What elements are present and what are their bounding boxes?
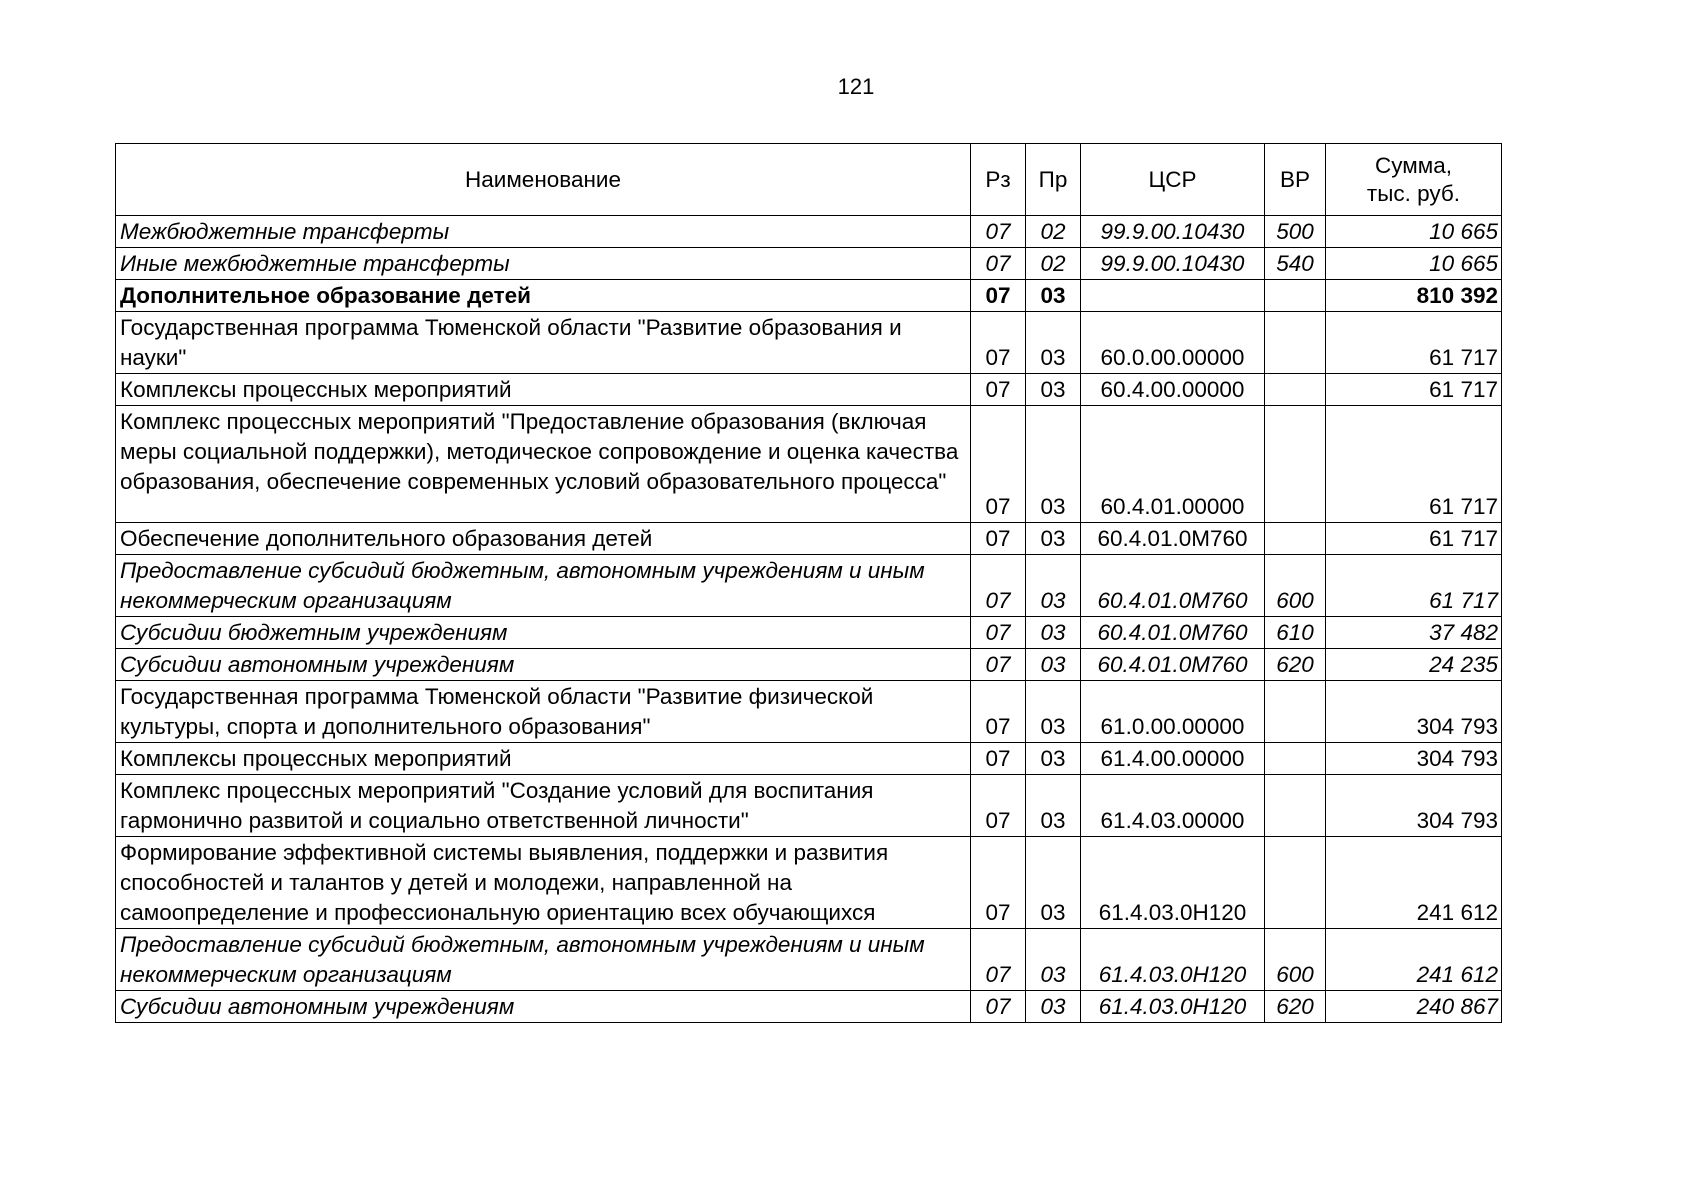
row-pr-cell: 03 (1026, 617, 1081, 649)
row-sum-cell: 61 717 (1326, 523, 1502, 555)
table-row (116, 743, 1502, 775)
table-row (116, 837, 1502, 929)
row-vr-cell (1265, 775, 1326, 837)
row-pr-cell: 03 (1026, 280, 1081, 312)
table-row (116, 991, 1502, 1023)
row-vr-cell (1265, 837, 1326, 929)
row-vr-cell (1265, 280, 1326, 312)
row-rz-cell: 07 (971, 991, 1026, 1023)
row-vr-cell (1265, 406, 1326, 523)
row-csr-cell: 61.4.03.00000 (1081, 775, 1265, 837)
budget-table (115, 143, 1502, 1023)
row-sum-cell: 810 392 (1326, 280, 1502, 312)
row-sum-cell: 61 717 (1326, 374, 1502, 406)
row-csr-cell: 61.0.00.00000 (1081, 681, 1265, 743)
page-number: 121 (837, 74, 875, 99)
row-pr-cell: 03 (1026, 374, 1081, 406)
table-row (116, 775, 1502, 837)
row-pr-cell: 03 (1026, 312, 1081, 374)
row-vr-cell: 540 (1265, 248, 1326, 280)
row-vr-cell: 620 (1265, 991, 1326, 1023)
row-sum-cell: 61 717 (1326, 312, 1502, 374)
row-sum-cell: 304 793 (1326, 681, 1502, 743)
row-vr-cell (1265, 312, 1326, 374)
table-row (116, 248, 1502, 280)
row-rz-cell: 07 (971, 523, 1026, 555)
row-rz-cell: 07 (971, 406, 1026, 523)
row-name-cell: Комплексы процессных мероприятий (116, 374, 971, 406)
row-vr-cell (1265, 681, 1326, 743)
row-vr-cell: 610 (1265, 617, 1326, 649)
row-pr-cell: 03 (1026, 406, 1081, 523)
row-sum-cell: 304 793 (1326, 775, 1502, 837)
row-csr-cell: 60.4.01.0М760 (1081, 523, 1265, 555)
row-sum-cell: 61 717 (1326, 555, 1502, 617)
row-pr-cell: 02 (1026, 216, 1081, 248)
row-csr-cell: 61.4.03.0Н120 (1081, 929, 1265, 991)
row-pr-cell: 02 (1026, 248, 1081, 280)
header-rz: Рз (971, 144, 1026, 216)
table-row (116, 617, 1502, 649)
row-rz-cell: 07 (971, 617, 1026, 649)
row-rz-cell: 07 (971, 681, 1026, 743)
row-pr-cell: 03 (1026, 929, 1081, 991)
row-csr-cell: 61.4.03.0Н120 (1081, 991, 1265, 1023)
row-pr-cell: 03 (1026, 991, 1081, 1023)
row-pr-cell: 03 (1026, 555, 1081, 617)
row-sum-cell: 10 665 (1326, 248, 1502, 280)
row-rz-cell: 07 (971, 775, 1026, 837)
row-pr-cell: 03 (1026, 681, 1081, 743)
row-rz-cell: 07 (971, 248, 1026, 280)
row-name-cell: Комплексы процессных мероприятий (116, 743, 971, 775)
table-row (116, 929, 1502, 991)
header-sum: Сумма, тыс. руб. (1326, 144, 1502, 216)
row-name-cell: Формирование эффективной системы выявления, поддержки и развития способностей и талантов у детей и молодежи, направленной на самоопределение и профессиональную ориентацию всех обучающихся (116, 837, 971, 929)
table-row (116, 406, 1502, 523)
row-rz-cell: 07 (971, 280, 1026, 312)
row-name-cell: Субсидии автономным учреждениям (116, 649, 971, 681)
row-pr-cell: 03 (1026, 775, 1081, 837)
row-csr-cell: 99.9.00.10430 (1081, 216, 1265, 248)
table-row (116, 555, 1502, 617)
row-csr-cell (1081, 280, 1265, 312)
row-csr-cell: 60.4.01.00000 (1081, 406, 1265, 523)
table-row (116, 216, 1502, 248)
table-row (116, 681, 1502, 743)
table-row (116, 649, 1502, 681)
row-vr-cell (1265, 743, 1326, 775)
row-rz-cell: 07 (971, 555, 1026, 617)
row-rz-cell: 07 (971, 374, 1026, 406)
row-csr-cell: 61.4.03.0Н120 (1081, 837, 1265, 929)
row-sum-cell: 37 482 (1326, 617, 1502, 649)
row-vr-cell (1265, 523, 1326, 555)
row-pr-cell: 03 (1026, 523, 1081, 555)
header-vr: ВР (1265, 144, 1326, 216)
row-sum-cell: 241 612 (1326, 929, 1502, 991)
table-row (116, 374, 1502, 406)
row-vr-cell: 500 (1265, 216, 1326, 248)
table-header-row (116, 144, 1502, 216)
table-row (116, 523, 1502, 555)
row-sum-cell: 10 665 (1326, 216, 1502, 248)
row-vr-cell: 600 (1265, 555, 1326, 617)
row-rz-cell: 07 (971, 312, 1026, 374)
table-row (116, 280, 1502, 312)
row-pr-cell: 03 (1026, 837, 1081, 929)
row-sum-cell: 241 612 (1326, 837, 1502, 929)
row-rz-cell: 07 (971, 216, 1026, 248)
row-csr-cell: 60.4.00.00000 (1081, 374, 1265, 406)
row-name-cell: Дополнительное образование детей (116, 280, 971, 312)
row-csr-cell: 99.9.00.10430 (1081, 248, 1265, 280)
row-sum-cell: 24 235 (1326, 649, 1502, 681)
row-sum-cell: 240 867 (1326, 991, 1502, 1023)
header-name: Наименование (116, 144, 971, 216)
row-rz-cell: 07 (971, 929, 1026, 991)
row-vr-cell: 620 (1265, 649, 1326, 681)
row-rz-cell: 07 (971, 837, 1026, 929)
row-rz-cell: 07 (971, 743, 1026, 775)
row-csr-cell: 60.4.01.0М760 (1081, 617, 1265, 649)
row-sum-cell: 61 717 (1326, 406, 1502, 523)
row-vr-cell: 600 (1265, 929, 1326, 991)
row-name-cell: Иные межбюджетные трансферты (116, 248, 971, 280)
row-name-cell: Межбюджетные трансферты (116, 216, 971, 248)
row-csr-cell: 60.4.01.0М760 (1081, 555, 1265, 617)
header-pr: Пр (1026, 144, 1081, 216)
row-name-cell: Субсидии автономным учреждениям (116, 991, 971, 1023)
row-name-cell: Обеспечение дополнительного образования детей (116, 523, 971, 555)
row-name-cell: Предоставление субсидий бюджетным, автономным учреждениям и иным некоммерческим организациям (116, 555, 971, 617)
row-name-cell: Государственная программа Тюменской области "Развитие образования и науки" (116, 312, 971, 374)
header-csr: ЦСР (1081, 144, 1265, 216)
row-rz-cell: 07 (971, 649, 1026, 681)
table-row (116, 312, 1502, 374)
row-pr-cell: 03 (1026, 743, 1081, 775)
row-name-cell: Субсидии бюджетным учреждениям (116, 617, 971, 649)
row-pr-cell: 03 (1026, 649, 1081, 681)
row-sum-cell: 304 793 (1326, 743, 1502, 775)
row-name-cell: Предоставление субсидий бюджетным, автономным учреждениям и иным некоммерческим организациям (116, 929, 971, 991)
row-csr-cell: 60.4.01.0М760 (1081, 649, 1265, 681)
row-csr-cell: 61.4.00.00000 (1081, 743, 1265, 775)
row-name-cell: Комплекс процессных мероприятий "Создание условий для воспитания гармонично развитой и социально ответственной личности" (116, 775, 971, 837)
row-name-cell: Комплекс процессных мероприятий "Предоставление образования (включая меры социальной поддержки), методическое сопровождение и оценка качества образования, обеспечение современных условий образовательного процесса" (116, 406, 971, 523)
row-csr-cell: 60.0.00.00000 (1081, 312, 1265, 374)
row-name-cell: Государственная программа Тюменской области "Развитие физической культуры, спорта и дополнительного образования" (116, 681, 971, 743)
row-vr-cell (1265, 374, 1326, 406)
